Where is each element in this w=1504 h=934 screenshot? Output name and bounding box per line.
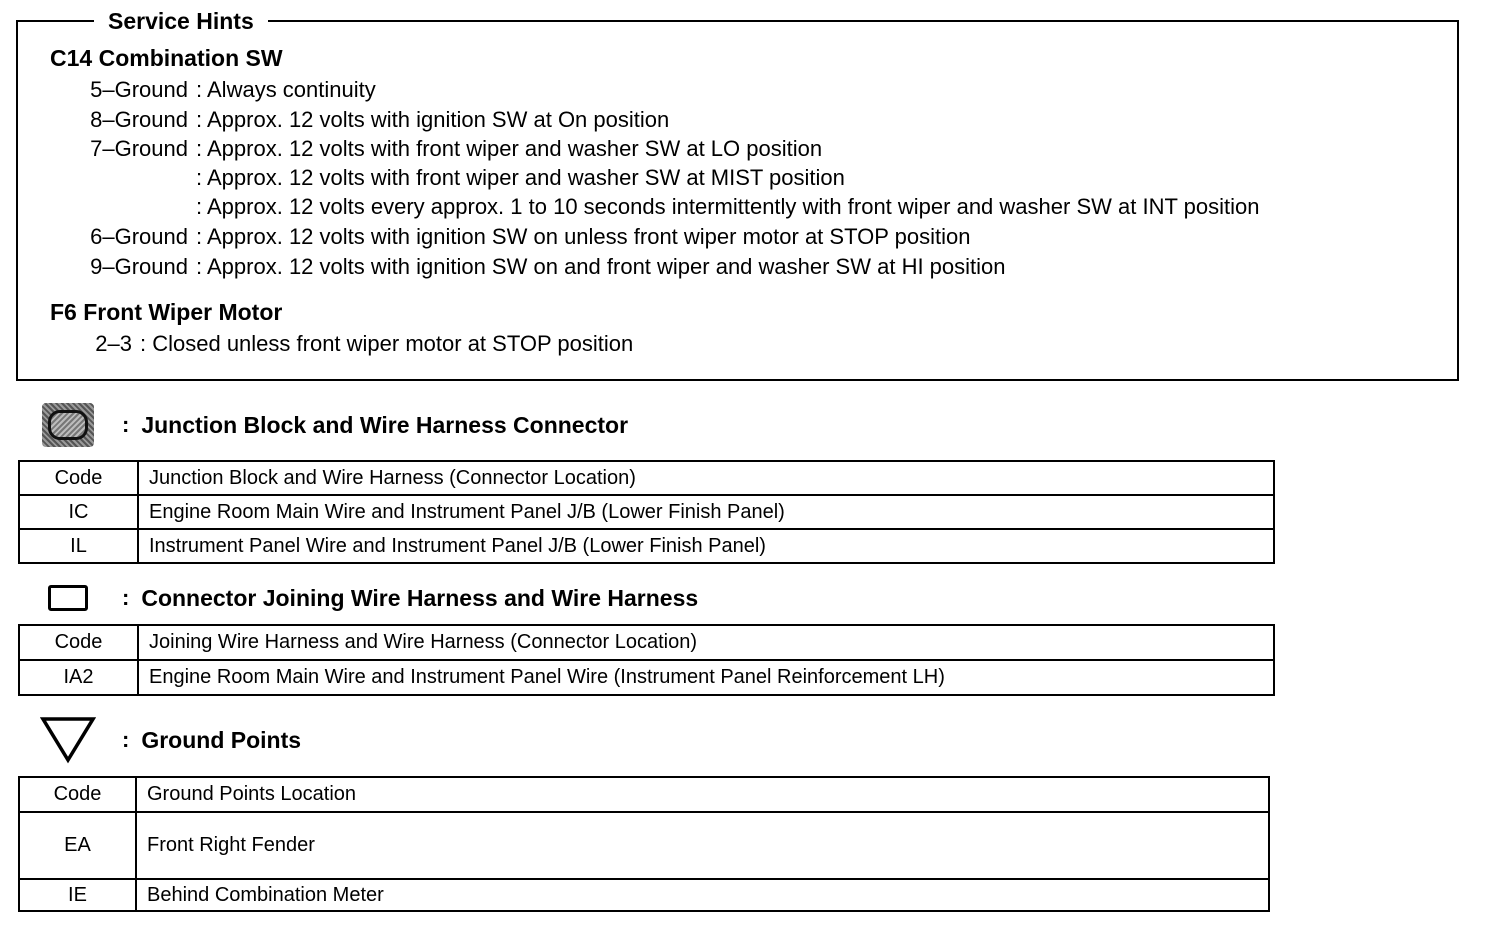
joining-colon: : [122, 585, 130, 610]
hint-term: 7–Ground [90, 136, 188, 161]
junction-colon: : [122, 412, 130, 437]
table-cell-desc: Engine Room Main Wire and Instrument Panel J/B (Lower Finish Panel) [138, 495, 1274, 529]
table-row [19, 495, 1274, 529]
table-header-desc: Ground Points Location [136, 777, 1269, 812]
table-header-desc: Junction Block and Wire Harness (Connector Location) [138, 461, 1274, 495]
table-header-desc: Joining Wire Harness and Wire Harness (Connector Location) [138, 625, 1274, 660]
hint-line [70, 135, 822, 163]
table-header-code: Code [19, 777, 136, 812]
hint-term: 8–Ground [90, 107, 188, 132]
hint-text: : Approx. 12 volts with front wiper and washer SW at LO position [196, 136, 823, 161]
joining-table [18, 624, 1275, 696]
table-header-row [19, 777, 1269, 812]
table-cell-desc: Engine Room Main Wire and Instrument Panel Wire (Instrument Panel Reinforcement LH) [138, 660, 1274, 695]
table-row [19, 660, 1274, 695]
f6-heading: F6 Front Wiper Motor [50, 299, 283, 325]
joining-section-title: Connector Joining Wire Harness and Wire Harness [141, 584, 699, 611]
ground-point-icon [40, 720, 96, 760]
table-cell-desc: Behind Combination Meter [136, 879, 1269, 911]
hint-text: : Approx. 12 volts every approx. 1 to 10 seconds intermittently with front wiper and washer SW at INT position [196, 194, 1260, 219]
joining-section-header [40, 578, 698, 618]
hint-line [70, 76, 376, 104]
table-header-code: Code [19, 461, 138, 495]
table-row [19, 879, 1269, 911]
table-cell-desc: Instrument Panel Wire and Instrument Panel J/B (Lower Finish Panel) [138, 529, 1274, 563]
table-cell-code: IL [19, 529, 138, 563]
hint-line [70, 193, 1259, 221]
table-row [19, 529, 1274, 563]
junction-table [18, 460, 1275, 564]
service-hints-title: Service Hints [94, 7, 268, 35]
hint-term: 5–Ground [90, 77, 188, 102]
hint-line [70, 106, 669, 134]
hint-line [14, 330, 633, 358]
hint-term: 9–Ground [90, 254, 188, 279]
table-header-row [19, 461, 1274, 495]
junction-section-header [40, 405, 628, 445]
junction-block-connector-icon [40, 405, 96, 445]
table-header-code: Code [19, 625, 138, 660]
hint-line [70, 223, 970, 251]
table-cell-code: IC [19, 495, 138, 529]
table-row [19, 812, 1269, 879]
hint-text: : Approx. 12 volts with ignition SW at On position [196, 107, 670, 132]
hint-text: : Approx. 12 volts with front wiper and washer SW at MIST position [196, 165, 845, 190]
table-cell-code: IE [19, 879, 136, 911]
ground-section-header [40, 720, 301, 760]
hint-text: : Always continuity [196, 77, 376, 102]
hint-line [70, 253, 1006, 281]
ground-section-title: Ground Points [141, 726, 302, 753]
table-header-row [19, 625, 1274, 660]
junction-section-title: Junction Block and Wire Harness Connector [141, 411, 629, 438]
hint-text: : Approx. 12 volts with ignition SW on unless front wiper motor at STOP position [196, 224, 971, 249]
table-cell-code: IA2 [19, 660, 138, 695]
hint-term: 2–3 [95, 331, 132, 356]
ground-colon: : [122, 727, 130, 752]
ground-table [18, 776, 1270, 912]
hint-term: 6–Ground [90, 224, 188, 249]
c14-heading: C14 Combination SW [50, 45, 283, 71]
table-cell-desc: Front Right Fender [136, 812, 1269, 879]
harness-connector-icon [40, 578, 96, 618]
hint-text: : Approx. 12 volts with ignition SW on and front wiper and washer SW at HI position [196, 254, 1006, 279]
table-cell-code: EA [19, 812, 136, 879]
hint-text: : Closed unless front wiper motor at STOP position [140, 331, 634, 356]
hint-line [70, 164, 845, 192]
